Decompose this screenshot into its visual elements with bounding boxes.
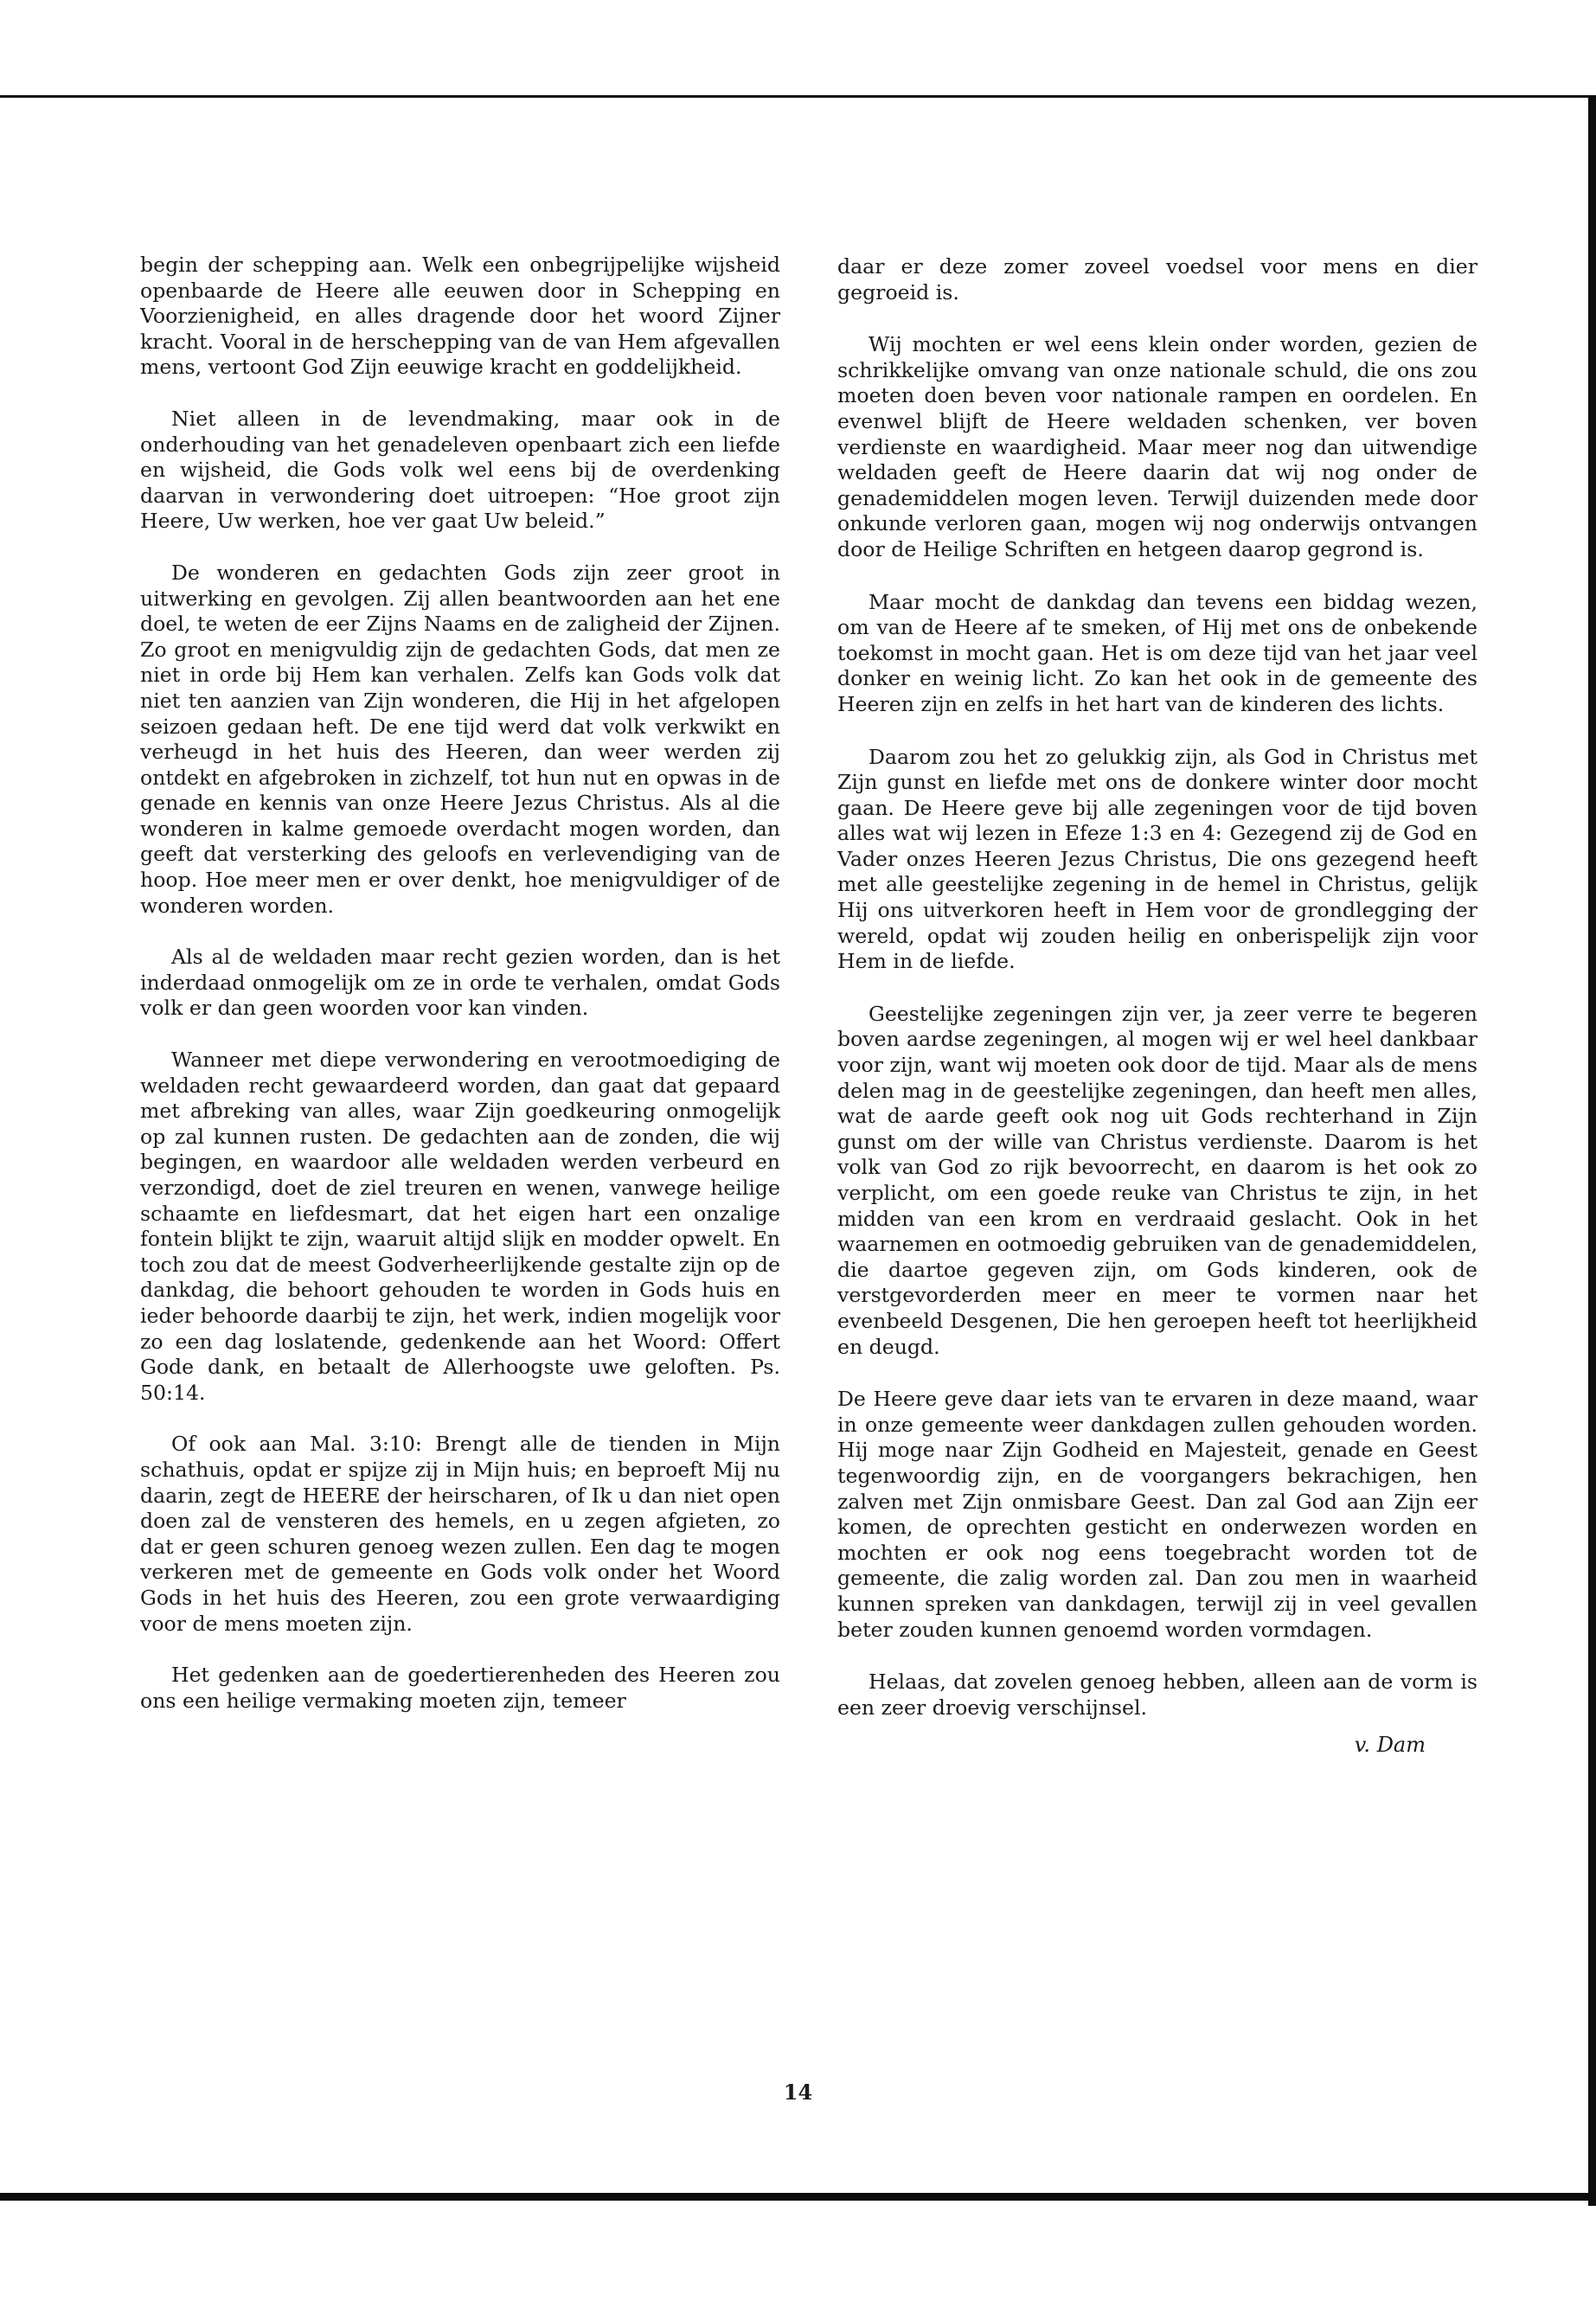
right-paragraph-6: De Heere geve daar iets van te ervaren in deze maand, waar in onze gemeente weer dankdagen zullen gehouden worden. Hij moge naar Zijn Godheid en Majesteit, genade en Geest tegenwoordig zijn, en de voorgangers bekrachigen, hen zalven met Zijn onmisbare Geest. Dan zal God aan Zijn eer komen, de oprechten gesticht en onderwezen worden en mochten er ook nog eens toegebracht worden tot de gemeente, die zalig worden zal. Dan zou men in waarheid kunnen spreken van dankdagen, terwijl zij in veel gevallen beter zouden kunnen genoemd worden vormdagen. <box>837 1387 1477 1642</box>
left-paragraph-6: Of ook aan Mal. 3:10: Brengt alle de tienden in Mijn schathuis, opdat er spijze zij in Mijn huis; en beproeft Mij nu daarin, zegt de HEERE der heirscharen, of Ik u dan niet open doen zal de vensteren des hemels, en u zegen afgieten, zo dat er geen schuren genoeg wezen zullen. Een dag te mogen verkeren met de gemeente en Gods volk onder het Woord Gods in het huis des Heeren, zou een grote verwaardiging voor de mens moeten zijn. <box>140 1432 780 1636</box>
left-paragraph-1: begin der schepping aan. Welk een onbegrijpelijke wijsheid openbaarde de Heere alle eeuwen door in Schepping en Voorzienigheid, en alles dragende door het woord Zijner kracht. Vooral in de herschepping van de van Hem afgevallen mens, vertoont God Zijn eeuwige kracht en goddelijkheid. <box>140 253 780 380</box>
page-number: 14 <box>783 2080 813 2105</box>
right-paragraph-4: Daarom zou het zo gelukkig zijn, als God in Christus met Zijn gunst en liefde met ons de donkere winter door mocht gaan. De Heere geve bij alle zegeningen voor de tijd boven alles wat wij lezen in Efeze 1:3 en 4: Gezegend zij de God en Vader onzes Heeren Jezus Christus, Die ons gezegend heeft met alle geestelijke zegening in de hemel in Christus, gelijk Hij ons uitverkoren heeft in Hem voor de grondlegging der wereld, opdat wij zouden heilig en onberispelijk zijn voor Hem in de liefde. <box>837 744 1477 974</box>
right-paragraph-2: Wij mochten er wel eens klein onder worden, gezien de schrikkelijke omvang van onze nationale schuld, die ons zou moeten doen beven voor nationale rampen en oordelen. En evenwel blijft de Heere weldaden schenken, ver boven verdienste en waardigheid. Maar meer nog dan uitwendige weldaden geeft de Heere daarin dat wij nog onder de genademiddelen mogen leven. Terwijl duizenden mede door onkunde verloren gaan, mogen wij nog onderwijs ontvangen door de Heilige Schriften en hetgeen daarop gegrond is. <box>837 332 1477 561</box>
right-paragraph-1: daar er deze zomer zoveel voedsel voor mens en dier gegroeid is. <box>837 254 1477 304</box>
scan-border-right <box>1588 95 1596 2206</box>
author-signature: v. Dam <box>1354 1733 1426 1758</box>
scan-border-bottom <box>0 2193 1596 2201</box>
left-paragraph-5: Wanneer met diepe verwondering en verootmoediging de weldaden recht gewaardeerd worden, dan gaat dat gepaard met afbreking van alles, waar Zijn goedkeuring onmogelijk op zal kunnen rusten. De gedachten aan de zonden, die wij begingen, en waardoor alle weldaden werden verbeurd en verzondigd, doet de ziel treuren en wenen, vanwege heilige schaamte en liefdesmart, dat het eigen hart een onzalige fontein blijkt te zijn, waaruit altijd slijk en modder opwelt. En toch zou dat de meest Godverheerlijkende gestalte zijn op de dankdag, die behoort gehouden te worden in Gods huis en ieder behoorde daarbij te zijn, het werk, indien mogelijk voor zo een dag loslatende, gedenkende aan het Woord: Offert Gode dank, en betaalt de Allerhoogste uwe geloften. Ps. 50:14. <box>140 1048 780 1405</box>
left-paragraph-2: Niet alleen in de levendmaking, maar ook in de onderhouding van het genadeleven openbaart zich een liefde en wijsheid, die Gods volk wel eens bij de overdenking daarvan in verwondering doet uitroepen: “Hoe groot zijn Heere, Uw werken, hoe ver gaat Uw beleid.” <box>140 406 780 534</box>
right-paragraph-5: Geestelijke zegeningen zijn ver, ja zeer verre te begeren boven aardse zegeningen, al mogen wij er wel heel dankbaar voor zijn, want wij moeten ook door de tijd. Maar als de mens delen mag in de geestelijke zegeningen, dan heeft men alles, wat de aarde geeft ook nog uit Gods rechterhand in Zijn gunst om der wille van Christus verdienste. Daarom is het volk van God zo rijk bevoorrecht, en daarom is het ook zo verplicht, om een goede reuke van Christus te zijn, in het midden van een krom en verdraaid geslacht. Ook in het waarnemen en ootmoedig gebruiken van de genademiddelen, die daartoe gegeven zijn, om Gods kinderen, ook de verstgevorderden meer en meer te vormen naar het evenbeeld Desgenen, Die hen geroepen heeft tot heerlijkheid en deugd. <box>837 1001 1477 1359</box>
left-column <box>140 253 780 1714</box>
right-column <box>837 254 1477 1759</box>
left-paragraph-3: De wonderen en gedachten Gods zijn zeer groot in uitwerking en gevolgen. Zij allen beantwoorden aan het ene doel, te weten de eer Zijns Naams en de zaligheid der Zijnen. Zo groot en menigvuldig zijn de gedachten Gods, dat men ze niet in orde bij Hem kan verhalen. Zelfs kan Gods volk dat niet ten aanzien van Zijn wonderen, die Hij in het afgelopen seizoen gedaan heft. De ene tijd werd dat volk verkwikt en verheugd in het huis des Heeren, dan weer werden zij ontdekt en afgebroken in zichzelf, tot hun nut en opwas in de genade en kennis van onze Heere Jezus Christus. Als al die wonderen in kalme gemoede overdacht mogen worden, dan geeft dat versterking des geloofs en verlevendiging van de hoop. Hoe meer men er over denkt, hoe menigvuldiger of de wonderen worden. <box>140 560 780 918</box>
right-paragraph-3: Maar mocht de dankdag dan tevens een biddag wezen, om van de Heere af te smeken, of Hij met ons de onbekende toekomst in mocht gaan. Het is om deze tijd van het jaar veel donker en weinig licht. Zo kan het ook in de gemeente des Heeren zijn en zelfs in het hart van de kinderen des lichts. <box>837 589 1477 716</box>
scan-border-top <box>0 95 1596 98</box>
left-paragraph-4: Als al de weldaden maar recht gezien worden, dan is het inderdaad onmogelijk om ze in orde te verhalen, omdat Gods volk er dan geen woorden voor kan vinden. <box>140 945 780 1021</box>
right-paragraph-7: Helaas, dat zovelen genoeg hebben, alleen aan de vorm is een zeer droevig verschijnsel. <box>837 1670 1477 1720</box>
left-paragraph-7: Het gedenken aan de goedertierenheden des Heeren zou ons een heilige vermaking moeten zijn, temeer <box>140 1663 780 1713</box>
